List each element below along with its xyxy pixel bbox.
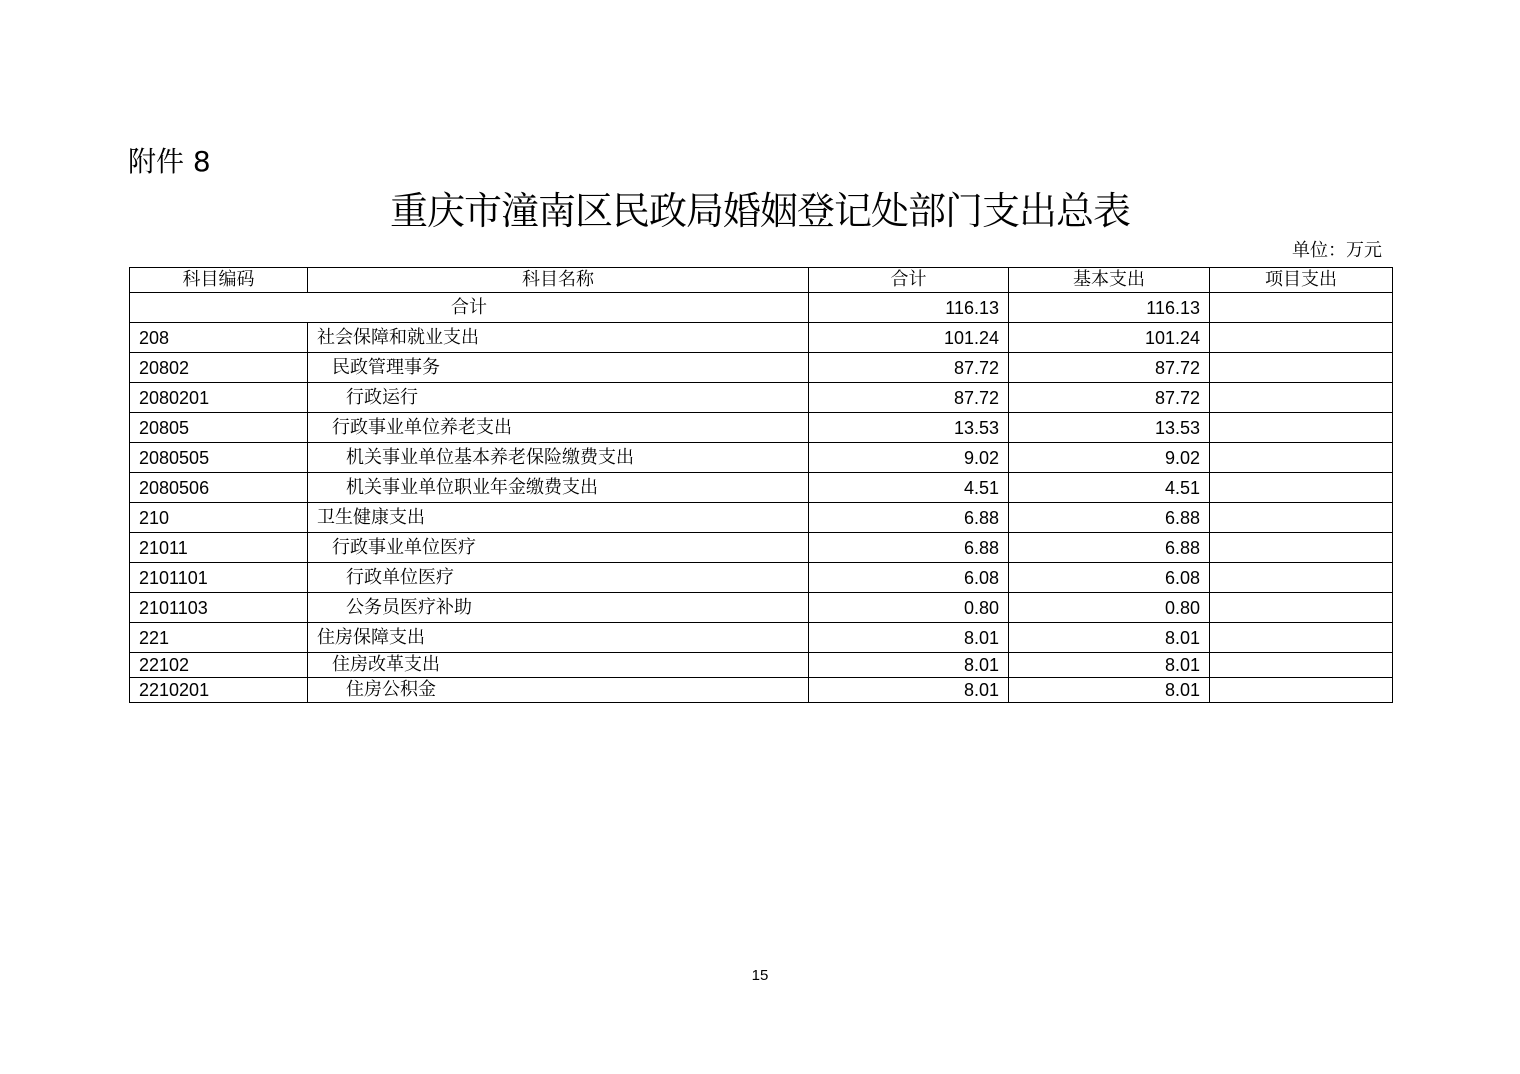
cell-name: 行政事业单位医疗: [308, 533, 809, 563]
table-row: [130, 353, 1393, 383]
cell-name: 社会保障和就业支出: [308, 323, 809, 353]
cell-code: 221: [130, 623, 308, 653]
table-row: [130, 593, 1393, 623]
cell-project: [1210, 353, 1393, 383]
table-row: [130, 623, 1393, 653]
header-name: 科目名称: [308, 268, 809, 293]
cell-basic: 87.72: [1009, 383, 1210, 413]
cell-basic: 0.80: [1009, 593, 1210, 623]
cell-name: 住房公积金: [308, 678, 809, 703]
cell-code: 2080506: [130, 473, 308, 503]
page-number: 15: [751, 967, 769, 984]
cell-total: 4.51: [809, 473, 1009, 503]
table-header-row: [130, 268, 1393, 293]
summary-basic: 116.13: [1009, 293, 1210, 323]
cell-name: 行政单位医疗: [308, 563, 809, 593]
cell-name: 住房保障支出: [308, 623, 809, 653]
cell-code: 2101101: [130, 563, 308, 593]
cell-total: 87.72: [809, 383, 1009, 413]
table-row: [130, 563, 1393, 593]
cell-total: 6.88: [809, 533, 1009, 563]
table-row: [130, 413, 1393, 443]
cell-project: [1210, 563, 1393, 593]
page-title: 重庆市潼南区民政局婚姻登记处部门支出总表: [389, 189, 1130, 233]
cell-project: [1210, 503, 1393, 533]
table-row: [130, 678, 1393, 703]
unit-label: 单位：万元: [1292, 240, 1382, 261]
table-row: [130, 323, 1393, 353]
cell-total: 0.80: [809, 593, 1009, 623]
cell-name: 民政管理事务: [308, 353, 809, 383]
cell-basic: 8.01: [1009, 623, 1210, 653]
cell-basic: 87.72: [1009, 353, 1210, 383]
cell-total: 101.24: [809, 323, 1009, 353]
table-row: [130, 653, 1393, 678]
cell-project: [1210, 473, 1393, 503]
cell-total: 8.01: [809, 678, 1009, 703]
summary-project: [1210, 293, 1393, 323]
cell-project: [1210, 413, 1393, 443]
cell-project: [1210, 653, 1393, 678]
summary-label: 合计: [130, 293, 809, 323]
cell-name: 住房改革支出: [308, 653, 809, 678]
expenditure-table: [129, 267, 1393, 703]
cell-code: 20805: [130, 413, 308, 443]
cell-name: 行政运行: [308, 383, 809, 413]
table-row: [130, 443, 1393, 473]
cell-basic: 13.53: [1009, 413, 1210, 443]
cell-total: 6.08: [809, 563, 1009, 593]
table-row: [130, 503, 1393, 533]
cell-basic: 8.01: [1009, 678, 1210, 703]
cell-basic: 101.24: [1009, 323, 1210, 353]
summary-total: 116.13: [809, 293, 1009, 323]
cell-code: 2210201: [130, 678, 308, 703]
table-row: [130, 383, 1393, 413]
cell-name: 卫生健康支出: [308, 503, 809, 533]
cell-code: 210: [130, 503, 308, 533]
cell-name: 公务员医疗补助: [308, 593, 809, 623]
attachment-label: 附件 8: [128, 145, 211, 178]
cell-project: [1210, 533, 1393, 563]
cell-basic: 4.51: [1009, 473, 1210, 503]
cell-total: 8.01: [809, 623, 1009, 653]
table-row: [130, 533, 1393, 563]
cell-code: 208: [130, 323, 308, 353]
summary-row: [130, 293, 1393, 323]
cell-code: 20802: [130, 353, 308, 383]
cell-project: [1210, 593, 1393, 623]
cell-basic: 6.08: [1009, 563, 1210, 593]
cell-project: [1210, 383, 1393, 413]
cell-basic: 6.88: [1009, 503, 1210, 533]
cell-code: 2101103: [130, 593, 308, 623]
cell-basic: 9.02: [1009, 443, 1210, 473]
cell-basic: 8.01: [1009, 653, 1210, 678]
cell-project: [1210, 623, 1393, 653]
cell-code: 21011: [130, 533, 308, 563]
cell-total: 9.02: [809, 443, 1009, 473]
cell-project: [1210, 678, 1393, 703]
cell-total: 8.01: [809, 653, 1009, 678]
cell-total: 13.53: [809, 413, 1009, 443]
table-row: [130, 473, 1393, 503]
cell-name: 机关事业单位基本养老保险缴费支出: [308, 443, 809, 473]
header-code: 科目编码: [130, 268, 308, 293]
cell-total: 87.72: [809, 353, 1009, 383]
cell-basic: 6.88: [1009, 533, 1210, 563]
cell-code: 2080505: [130, 443, 308, 473]
cell-name: 行政事业单位养老支出: [308, 413, 809, 443]
cell-name: 机关事业单位职业年金缴费支出: [308, 473, 809, 503]
cell-code: 22102: [130, 653, 308, 678]
cell-project: [1210, 443, 1393, 473]
header-total: 合计: [809, 268, 1009, 293]
header-project: 项目支出: [1210, 268, 1393, 293]
header-basic: 基本支出: [1009, 268, 1210, 293]
cell-project: [1210, 323, 1393, 353]
cell-total: 6.88: [809, 503, 1009, 533]
cell-code: 2080201: [130, 383, 308, 413]
